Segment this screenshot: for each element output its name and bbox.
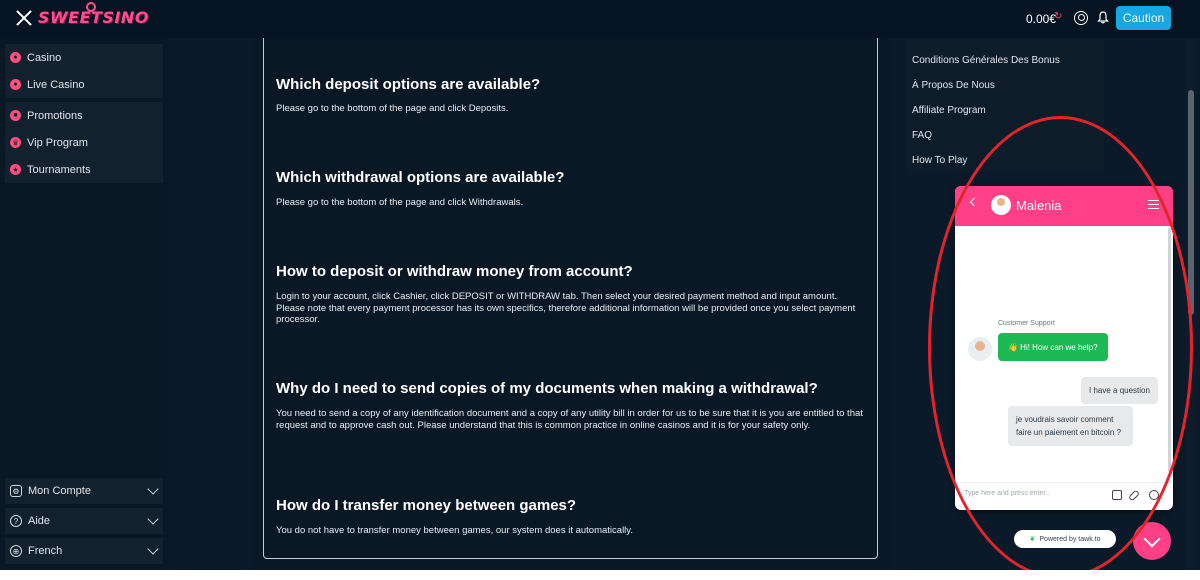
sidebar-item-label: Vip Program — [27, 136, 88, 149]
chat-input-row — [955, 482, 1173, 510]
faq-question: How do I transfer money between games? — [276, 497, 577, 514]
faq-answer: Please go to the bottom of the page and click Deposits. — [276, 103, 509, 114]
sidebar-group-casino — [5, 44, 163, 98]
user-message: I have a question — [1081, 377, 1158, 404]
faq-question: Which withdrawal options are available? — [276, 169, 565, 186]
balance-amount: 0.00€ — [1026, 12, 1057, 26]
faq-answer: You need to send a copy of any identification document and a copy of any utility bill in order for us to be sure that it is you are entitled to that request and to approve cash out. Please understand that this is common practice in online casinos and it is for your safety only. — [276, 408, 863, 431]
agent-avatar — [968, 337, 992, 361]
caution-button[interactable]: Caution — [1116, 6, 1171, 30]
link-bonus-terms[interactable]: Conditions Générales Des Bonus — [912, 55, 1060, 66]
chat-input[interactable]: Type here and press enter.. — [964, 490, 1050, 497]
link-how-to-play[interactable]: How To Play — [912, 155, 968, 166]
refresh-icon[interactable]: ↻ — [1054, 11, 1063, 22]
thumbs-up-icon[interactable] — [1112, 490, 1122, 500]
live-casino-icon: ● — [10, 79, 21, 90]
sidebar-item-promotions[interactable] — [5, 102, 163, 129]
sidebar-item-label: French — [28, 545, 63, 557]
faq-question: Why do I need to send copies of my documents when making a withdrawal? — [276, 380, 818, 397]
emoji-icon[interactable] — [1149, 490, 1159, 500]
faq-question: Which deposit options are available? — [276, 76, 541, 93]
sidebar-item-label: Mon Compte — [28, 485, 91, 497]
page-scrollbar-thumb[interactable] — [1188, 90, 1194, 315]
sidebar-item-tournaments[interactable] — [5, 156, 163, 183]
sender-label: Customer Support — [998, 320, 1055, 327]
user-icon[interactable] — [1074, 11, 1088, 25]
sidebar-group-promos — [5, 102, 163, 183]
gift-icon: ■ — [10, 110, 21, 121]
powered-by-badge[interactable] — [1014, 530, 1116, 548]
chevron-down-icon — [147, 543, 158, 554]
sidebar-item-account[interactable] — [5, 478, 163, 504]
help-icon: ? — [10, 515, 22, 527]
chat-widget — [955, 186, 1173, 510]
link-faq[interactable]: FAQ — [912, 130, 933, 141]
sidebar-item-vip-program[interactable] — [5, 129, 163, 156]
agent-name: Malenia — [1016, 198, 1062, 213]
sidebar-item-casino[interactable] — [5, 44, 163, 71]
crown-icon: ♛ — [10, 137, 21, 148]
close-icon[interactable] — [14, 8, 34, 28]
logo-lollipop-icon — [86, 2, 96, 12]
attachment-icon[interactable] — [1128, 489, 1140, 501]
sidebar-item-live-casino[interactable] — [5, 71, 163, 98]
sidebar-item-label: Promotions — [27, 109, 83, 122]
faq-answer: Please go to the bottom of the page and click Withdrawals. — [276, 197, 524, 208]
faq-answer: You do not have to transfer money between games, our system does it automatically. — [276, 525, 633, 536]
sidebar-item-label: Casino — [27, 51, 62, 64]
site-logo[interactable]: SWEETSINO — [38, 8, 149, 27]
sidebar-item-label: Aide — [28, 515, 51, 527]
link-about-us[interactable]: À Propos De Nous — [912, 80, 995, 91]
menu-icon[interactable] — [1148, 200, 1159, 209]
leaf-icon: ❦ — [1029, 536, 1036, 543]
sidebar-item-language[interactable] — [5, 538, 163, 564]
casino-icon: ● — [10, 52, 21, 63]
sidebar-item-label: Live Casino — [27, 78, 85, 91]
user-message: je voudrais savoir comment faire un paiement en bitcoin ? — [1008, 406, 1133, 446]
globe-icon: ⊕ — [10, 545, 22, 557]
back-icon[interactable] — [970, 198, 978, 206]
chat-header — [955, 186, 1173, 226]
bell-icon[interactable] — [1097, 11, 1109, 24]
sidebar-item-help[interactable] — [5, 508, 163, 534]
powered-by-label: Powered by tawk.to — [1039, 535, 1101, 543]
bottom-strip — [0, 570, 1200, 580]
chevron-down-icon — [147, 483, 158, 494]
sidebar-item-label: Tournaments — [27, 163, 91, 176]
trophy-icon: ★ — [10, 164, 21, 175]
chat-scrollbar[interactable] — [1168, 228, 1171, 472]
link-affiliate-program[interactable]: Affiliate Program — [912, 105, 986, 116]
chevron-down-icon — [147, 513, 158, 524]
agent-message: 👋 Hi! How can we help? — [998, 333, 1108, 361]
top-bar — [0, 0, 1200, 38]
chat-toggle-button[interactable] — [1133, 522, 1171, 560]
faq-question: How to deposit or withdraw money from account? — [276, 263, 633, 280]
account-icon: ⚙ — [10, 485, 22, 497]
faq-answer: Login to your account, click Cashier, click DEPOSIT or WITHDRAW tab. Then select your desired payment method and input amount. Please note that every payment processor has its own specifics, therefore additional information will be provided once you select payment processor. — [276, 291, 856, 325]
agent-avatar — [991, 195, 1011, 215]
